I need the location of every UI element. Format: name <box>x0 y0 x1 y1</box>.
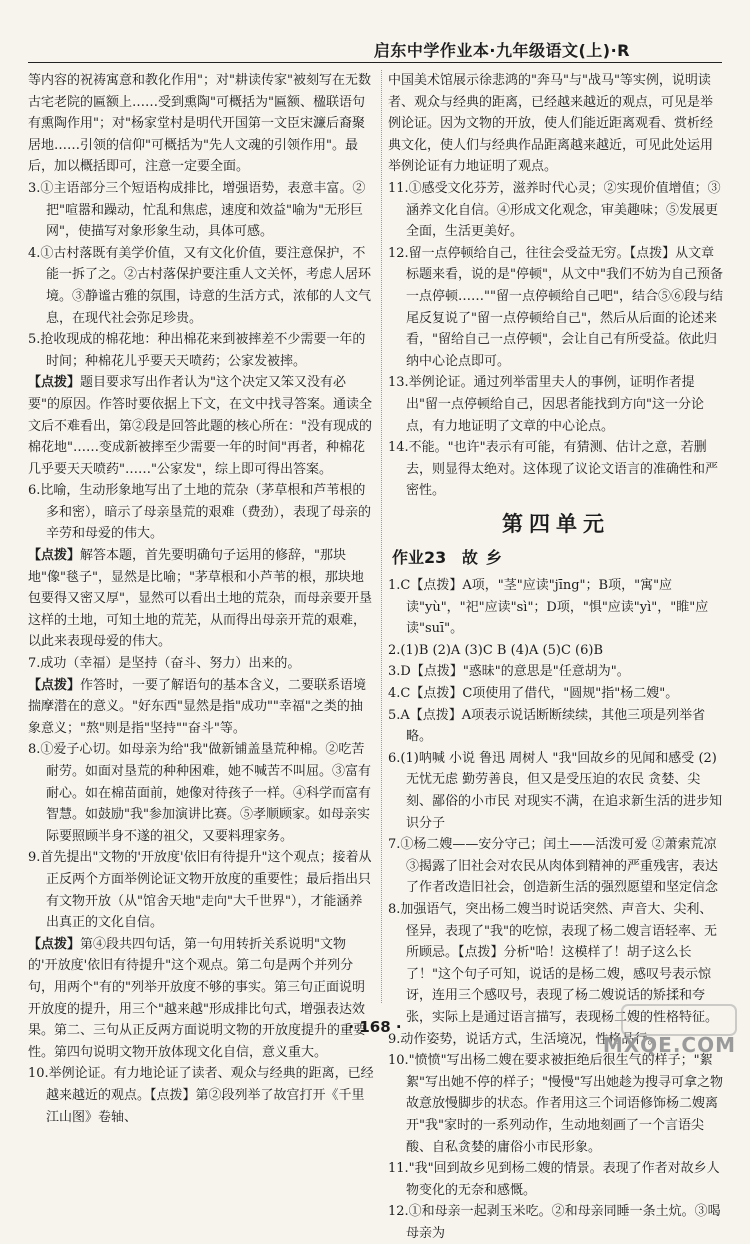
answer-item: 12.留一点停顿给自己，往往会受益无穷。【点拨】从文章标题来看，说的是"停顿"，从文中"我们不妨为自己预备一点停顿……""留一点停顿给自己吧"，结合⑤⑥段与结尾反复说了"留一点停顿给自己"，然后从后面的论述来看，"留给自己一点停顿"，会让自己有所受益。依此归纳中心论点即可。 <box>388 245 723 369</box>
answer-item: 8.①爱子心切。如母亲为给"我"做新铺盖垦荒种棉。②吃苦耐劳。如面对垦荒的种种困难，她不喊苦不叫屈。③富有耐心。如在棉苗面前，她像对待孩子一样。④科学而富有智慧。如鼓励"我"参加演讲比赛。⑤孝顺顾家。如母亲实际要照顾半身不遂的祖父，又要料理家务。 <box>28 742 372 844</box>
answer-item: 1.C【点拨】A项，"茎"应读"jīng"；B项，"寓"应读"yù"，"祀"应读"sì"；D项，"惧"应读"yì"，"睢"应读"suī"。 <box>388 578 709 637</box>
answer-item: 7.成功（幸福）是坚持（奋斗、努力）出来的。 <box>28 656 301 672</box>
answer-item: 11.①感受文化芬芳，滋养时代心灵；②实现价值增值；③涵养文化自信。④形成文化观念，审美趣味；⑤发展更全面，生活更美好。 <box>388 180 721 240</box>
tip-label: 【点拨】 <box>28 936 81 952</box>
tip-text: 解答本题，首先要明确句子运用的修辞，"那块地"像"毯子"，显然是比喻；"茅草根和小芦苇的根，那块地包要得又密又厚"，显然可以看出土地的荒杂，而母亲要开垦这样的土地，可知土地的荒芜，从而得出母亲开荒的艰难，以此来表现母爱的伟大。 <box>28 548 372 650</box>
answer-item: 6.比喻，生动形象地写出了土地的荒杂（茅草根和芦苇根的多和密），暗示了母亲垦荒的艰难（费劲），表现了母亲的辛劳和母爱的伟大。 <box>28 483 372 542</box>
page-header <box>28 0 722 63</box>
homework-title: 故乡 <box>461 548 510 568</box>
unit-title: 第四单元 <box>502 511 610 536</box>
answer-item: 14.不能。"也许"表示有可能，有猜测、估计之意，若删去，则显得太绝对。这体现了议论文语言的准确性和严密性。 <box>388 440 719 499</box>
answer-item: 9.首先提出"文物的'开放度'依旧有待提升"这个观点；接着从正反两个方面举例论证文物开放度的重要性；最后指出只有文物开放（从"馆舍天地"走向"大千世界"），才能涵养出真正的文化自信。 <box>28 850 372 931</box>
answer-continuation: 等内容的祝祷寓意和教化作用"；对"耕读传家"被刻写在无数古宅老院的匾额上……受到熏陶"可概括为"匾额、楹联语句有熏陶作用"；对"杨家堂村是明代开国第一文臣宋濂后裔聚居地……引领的信仰"可概括为"先人文魂的引领作用"。最后，加以概括即可，注意一定要全面。 <box>28 73 371 175</box>
page-number: · 168 · <box>348 1018 402 1036</box>
tip-paragraph <box>28 675 374 740</box>
right-top-answers <box>388 70 724 502</box>
homework-heading <box>388 547 724 569</box>
answer-item: 8.加强语气，突出杨二嫂当时说话突然、声音大、尖利、怪异，表现了"我"的吃惊，表现了杨二嫂言语轻率、无所顾忌。【点拨】分析"哈！这模样了！胡子这么长了！"这个句子可知，说话的是杨二嫂，感叹号表示惊讶，连用三个感叹号，表现了杨二嫂说话的矫揉和夸张，实际上是通过语言描写，表现杨二嫂的性格特征。 <box>388 901 719 1025</box>
answer-item: 5.A【点拨】A项表示说话断断续续，其他三项是列举省略。 <box>388 707 706 745</box>
answer-item: 6.(1)呐喊 小说 鲁迅 周树人 "我"回故乡的见闻和感受 (2)无忧无虑 勤劳善良，但又是受压迫的农民 贪婪、尖刻、鄙俗的小市民 对现实不满，在追求新生活的进步知识分子 <box>388 750 723 831</box>
answer-item: 3.D【点拨】"惑昧"的意思是"任意胡为"。 <box>388 664 630 680</box>
watermark-url: MXQE.COM <box>602 1033 736 1057</box>
answer-item: 11."我"回到故乡见到杨二嫂的情景。表现了作者对故乡人物变化的无奈和感慨。 <box>388 1161 720 1198</box>
tip-paragraph <box>28 545 374 653</box>
tip-label: 【点拨】 <box>28 677 81 693</box>
book-title: 启东中学作业本·九年级语文(上)·R <box>373 41 630 60</box>
left-column <box>28 70 374 1125</box>
answer-item: 7.①杨二嫂——安分守己；闰土——活泼可爱 ②萧索荒凉 ③揭露了旧社会对农民从肉体到精神的严重残害，表达了作者改造旧社会，创造新生活的强烈愿望和坚定信念 <box>388 837 719 896</box>
column-divider <box>381 70 382 1003</box>
answer-item: 3.①主语部分三个短语构成排比，增强语势，表意丰富。②把"喧嚣和躁动，忙乱和焦虑，速度和效益"喻为"无形巨网"，使描写对象形象生动，具体可感。 <box>28 180 366 240</box>
tip-text: 作答时，一要了解语句的基本含义，二要联系语境揣摩潜在的意义。"好东西"显然是指"成功""幸福"之类的抽象意义；"熬"则是指"坚持""奋斗"等。 <box>28 677 367 736</box>
tip-paragraph <box>28 372 374 480</box>
answer-item: 9.动作姿势，说话方式，生活境况，性格品行。 <box>388 1031 661 1047</box>
tip-text: 第④段共四句话，第一句用转折关系说明"文物的'开放度'依旧有待提升"这个观点。第二句是两个并列分句，用两个"有的"列举开放度不够的事实。第三句正面说明开放度的提升，用三个"越来越"形成排比句式，增强表达效果。第二、三句从正反两方面说明文物的开放度提升的重要性。第四句说明文物开放体现文化自信，意义重大。 <box>28 936 367 1060</box>
answer-item: 10.举例论证。有力地论证了读者、观众与经典的距离，已经越来越近的观点。【点拨】第②段列举了故宫打开《千里江山图》卷轴、 <box>28 1066 374 1125</box>
answer-item: 5.抢收现成的棉花地：种出棉花来到被摔差不少需要一年的时间；种棉花儿乎要天天喷药；公家发被摔。 <box>28 332 366 369</box>
answer-item: 4.C【点拨】C项使用了借代，"圆规"指"杨二嫂"。 <box>388 686 679 702</box>
answer-continuation: 中国美术馆展示徐悲鸿的"奔马"与"战马"等实例，说明读者、观众与经典的距离，已经越来越近的观点，可见是举例论证。因为文物的开放，使人们能近距离观看、赏析经典文化，使人们与经典作品距离越来越近，可见此处运用举例论证有力地证明了观点。 <box>388 73 714 175</box>
right-bottom-answers <box>388 575 724 1244</box>
answer-item: 4.①古村落既有美学价值，又有文化价值，要注意保护，不能一拆了之。②古村落保护要注重人文关怀，考虑人居环境。③静谧古雅的氛围，诗意的生活方式，浓郁的人文气息，在现代社会弥足珍贵。 <box>28 245 372 326</box>
tip-paragraph <box>28 934 374 1064</box>
answer-item: 2.(1)B (2)A (3)C B (4)A (5)C (6)B <box>388 642 604 658</box>
tip-label: 【点拨】 <box>28 375 81 391</box>
tip-label: 【点拨】 <box>28 548 81 564</box>
answer-item: 12.①和母亲一起剥玉米吃。②和母亲同睡一条土炕。③喝母亲为 <box>388 1204 721 1241</box>
answer-item: 13.举例论证。通过列举雷里夫人的事例，证明作者提出"留一点停顿给自己，因思者能找到方向"这一分论点，有力地证明了文章的中心论点。 <box>388 375 704 434</box>
tip-text: 题目要求写出作者认为"这个决定又笨又没有必要"的原因。作答时要依据上下文，在文中找寻答案。通读全文后不难看出，第②段是回答此题的核心所在："没有现成的棉花地"……变成新被摔至少需要一年的时间"再者，种棉花几乎要天天喷药"……"公家发"，综上即可得出答案。 <box>28 375 372 477</box>
answer-item: 10."愤愤"写出杨二嫂在要求被拒绝后很生气的样子；"絮絮"写出她不停的样子；"慢慢"写出她趁为搜寻可拿之物故意放慢脚步的状态。作者用这三个词语修饰杨二嫂离开"我"家时的一系列动作，生动地刻画了一个言语尖酸、自私贪婪的庸俗小市民形象。 <box>388 1053 723 1155</box>
homework-label: 作业23 <box>392 548 447 568</box>
